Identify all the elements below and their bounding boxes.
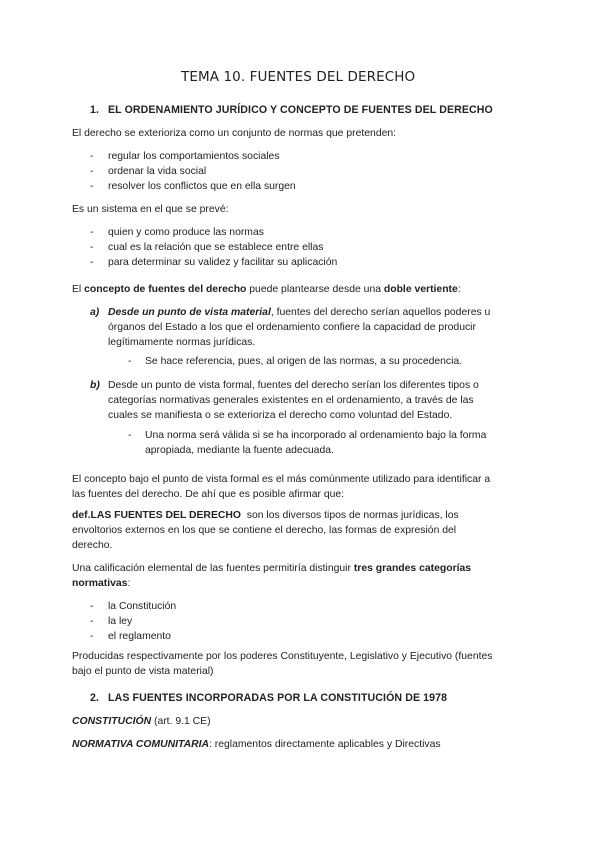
bullet-dash: - (90, 227, 94, 238)
bullet-dash: - (90, 166, 94, 177)
list-item-text: para determinar su validez y facilitar su aplicación (108, 257, 338, 268)
item-a-label: a) (90, 307, 100, 318)
list-item-text: cual es la relación que se establece entre ellas (108, 242, 324, 253)
list-item (90, 257, 93, 268)
list-item-text: resolver los conflictos que en ella surgen (108, 181, 296, 192)
bullet-dash: - (90, 242, 94, 253)
section-1-heading: EL ORDENAMIENTO JURÍDICO Y CONCEPTO DE FUENTES DEL DERECHO (108, 104, 493, 116)
section-2-heading: LAS FUENTES INCORPORADAS POR LA CONSTITUCIÓN DE 1978 (108, 692, 448, 704)
concept-bold: concepto de fuentes del derecho (84, 284, 247, 295)
list-item (90, 151, 93, 162)
item-b-sub-line-2: apropiada, mediante la fuente adecuada. (145, 445, 334, 456)
concept-end: : (457, 284, 461, 295)
categories-pre: Una calificación elemental de las fuentes permitiría distinguir (72, 563, 354, 574)
concept-mid: puede plantearse desde una (246, 284, 384, 295)
item-a-line-2: órganos del Estado a los que el ordenamiento confiere la capacidad de producir (108, 322, 476, 333)
list-item-text: la ley (108, 616, 133, 627)
formal-paragraph-line-2: las fuentes del derecho. De ahí que es posible afirmar que: (72, 489, 345, 500)
bullet-dash: - (90, 601, 94, 612)
list-item-text: la Constitución (108, 601, 177, 612)
constitucion-line (72, 716, 211, 727)
item-a-sub-text: Se hace referencia, pues, al origen de las normas, a su procedencia. (145, 356, 463, 367)
system-paragraph: Es un sistema en el que se prevé: (72, 204, 229, 215)
list-item (90, 631, 93, 642)
list-item (90, 616, 93, 627)
list-item (90, 242, 93, 253)
list-item-text: quien y como produce las normas (108, 227, 264, 238)
definition-bold: def.LAS FUENTES DEL DERECHO (72, 510, 241, 521)
item-b-label: b) (90, 380, 100, 391)
item-b-sub-line-1: Una norma será válida si se ha incorporado al ordenamiento bajo la forma (145, 430, 487, 441)
concept-bold-2: doble vertiente (383, 284, 458, 295)
item-a-rest: , fuentes del derecho serían aquellos poderes u (270, 307, 491, 318)
bullet-dash: - (90, 616, 94, 627)
normativa-bold: NORMATIVA COMUNITARIA (72, 739, 209, 750)
normativa-line (72, 739, 441, 750)
definition-rest: son los diversos tipos de normas jurídicas, los (240, 510, 459, 521)
concept-paragraph (72, 284, 461, 295)
item-a-sub-dash: - (128, 356, 132, 367)
item-b-sub-dash: - (128, 430, 132, 441)
page-title: TEMA 10. FUENTES DEL DERECHO (181, 69, 416, 85)
list-item-text: regular los comportamientos sociales (108, 151, 280, 162)
formal-paragraph-line-1: El concepto bajo el punto de vista formal es el más comúnmente utilizado para identificar a (72, 474, 491, 485)
definition-line-3: derecho. (72, 540, 113, 551)
categories-line-2 (72, 578, 130, 589)
list-item (90, 181, 93, 192)
concept-pre: El (72, 284, 85, 295)
definition-line-2: envoltorios externos en los que se contiene el derecho, las formas de expresión del (72, 525, 457, 536)
produced-line-2: bajo el punto de vista material) (72, 666, 214, 677)
bullet-dash: - (90, 151, 94, 162)
section-2-number: 2. (90, 692, 100, 704)
normativa-rest: : reglamentos directamente aplicables y Directivas (208, 739, 441, 750)
item-a-line-1 (108, 307, 490, 318)
categories-bold-2: normativas (72, 578, 128, 589)
item-a-line-3: legítimamente normas jurídicas. (108, 337, 256, 348)
bullet-dash: - (90, 631, 94, 642)
item-b-line-3: cuales se manifiesta o se exterioriza el derecho como voluntad del Estado. (108, 410, 453, 421)
item-b-line-2: categorías normativas generales existentes en el ordenamiento, a través de las (108, 395, 474, 406)
constitucion-bold: CONSTITUCIÓN (72, 716, 152, 727)
categories-end: : (127, 578, 131, 589)
item-b-line-1: Desde un punto de vista formal, fuentes del derecho serían los diferentes tipos o (108, 380, 479, 391)
list-item (90, 601, 93, 612)
definition-line-1 (72, 510, 459, 521)
list-item-text: el reglamento (108, 631, 171, 642)
categories-line-1 (72, 563, 471, 574)
bullet-dash: - (90, 181, 94, 192)
list-item (90, 227, 93, 238)
bullet-dash: - (90, 257, 94, 268)
constitucion-rest: (art. 9.1 CE) (151, 716, 211, 727)
produced-line-1: Producidas respectivamente por los poderes Constituyente, Legislativo y Ejecutivo (fuentes (72, 651, 493, 662)
section-1-number: 1. (90, 104, 100, 116)
item-a-bold: Desde un punto de vista material (108, 307, 271, 318)
categories-bold: tres grandes categorías (353, 563, 472, 574)
list-item (90, 166, 93, 177)
intro-paragraph: El derecho se exterioriza como un conjunto de normas que pretenden: (72, 128, 397, 139)
list-item-text: ordenar la vida social (108, 166, 207, 177)
